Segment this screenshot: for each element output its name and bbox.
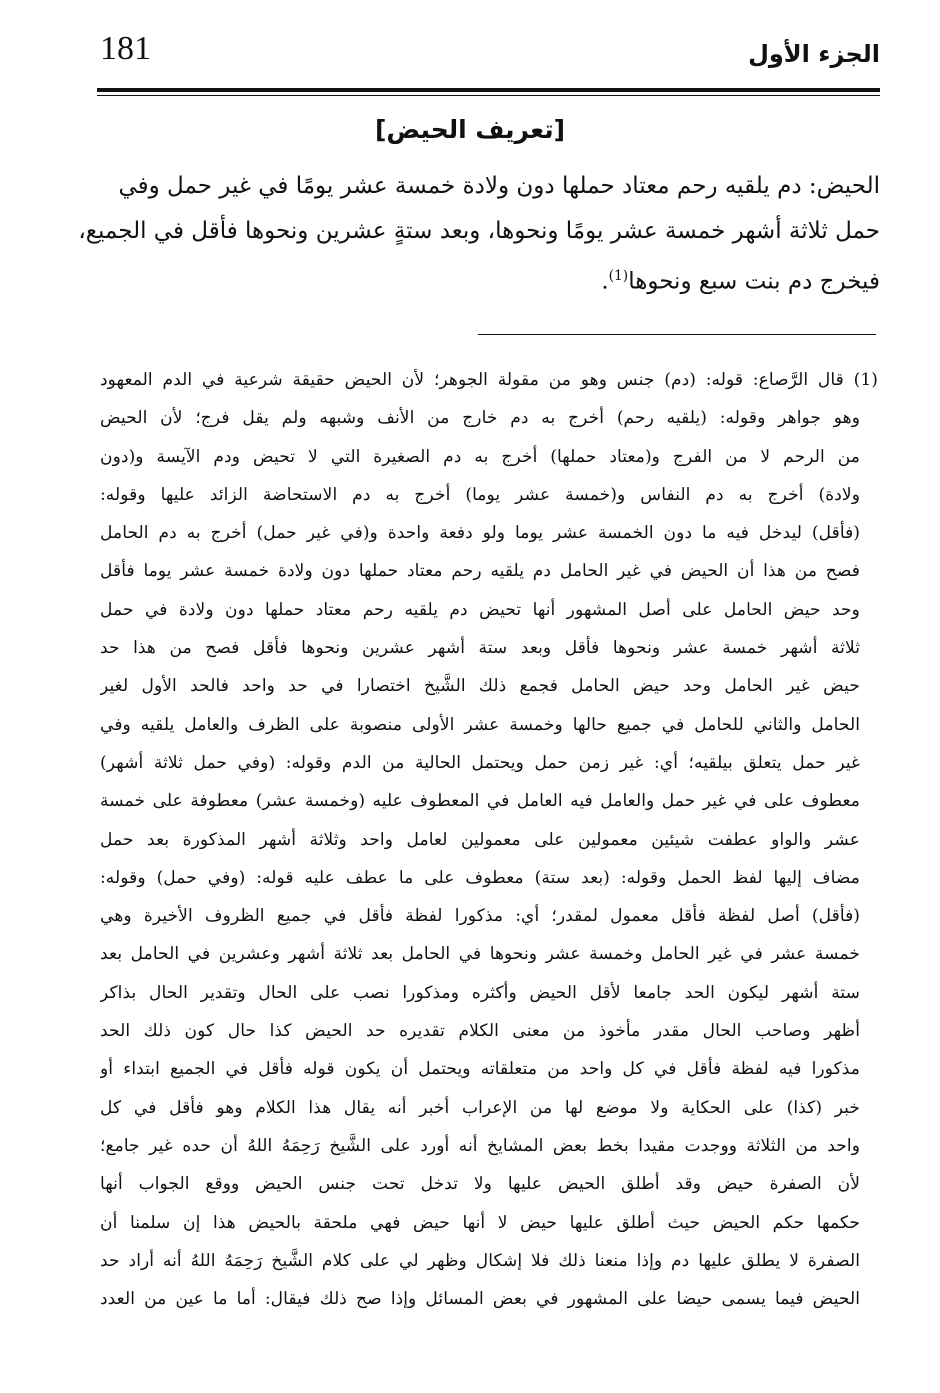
footnote-line: (1) قال الرَّصاع: قوله: (دم) جنس وهو من مقولة الجوهر؛ لأن الحيض حقيقة شرعية في الدم المعهود [100, 370, 878, 390]
footnote-line: مذكورا فيه لفظة فأقل في كل واحد من متعلقاته ويحتمل أن يكون قوله فأقل في الجميع ابتداء أو [100, 1059, 860, 1080]
footnote-line: وحد حيض الحامل على أصل المشهور أنها تحيض دم يلقيه رحم معتاد حملها دون ولادة في حمل [100, 599, 860, 620]
footnote-line: حكمها حكم الحيض حيث أطلق عليها حيض لا أنها حيض فهي ملحقة بالحيض هذا إن سلمنا أن [100, 1212, 860, 1233]
footnote-line: ثلاثة أشهر خمسة عشر ونحوها فأقل وبعد ستة أشهر عشرين ونحوها فأقل فصح من هذا حد [100, 638, 860, 659]
footnote-line: الحيض فيما يسمى حيضا على المشهور في بعض المسائل وإذا صح ذلك فيقال: أما ما عين من العدد [100, 1289, 860, 1310]
footnote-line: (فأقل) ليدخل فيه ما دون الخمسة عشر يوما ولو دفعة واحدة و(في غير حمل) أخرج به دم الحامل [100, 523, 860, 544]
footnotes [100, 362, 878, 1319]
page-number: 181 [100, 30, 151, 67]
main-text-line: حمل ثلاثة أشهر خمسة عشر يومًا ونحوها، وبعد ستةٍ عشرين ونحوها فأقل في الجميع، [78, 218, 880, 244]
main-text-line-content: فيخرج دم بنت سبع ونحوها [628, 268, 880, 295]
footnote-line: لأن الصفرة حيض وقد أطلق الحيض عليها ولا تدخل تحت جنس الحيض ووقع الجواب أنها [100, 1174, 860, 1195]
footnote-line: مضاف إليها لفظ الحمل وقوله: (بعد ستة) معطوف على ما عطف عليه قوله: (وفي حمل) وقوله: [100, 867, 860, 888]
footnote-line: من الرحم لا من الفرج و(معتاد حملها) أخرج به دم الصغيرة التي لا تحيض ودم الآيسة و(دون [100, 446, 860, 467]
footnote-line: معطوف على في غير حمل والعامل فيه العامل في المعطوف عليه (وخمسة عشر) معطوفة على خمسة [100, 791, 860, 812]
footnote-line: الحامل والثاني للحامل في جميع حالها وخمسة عشر الأولى منصوبة على الظرف والعامل يلقيه وفي [100, 714, 860, 735]
footnote-line: عشر والواو عطفت شيئين معمولين على معمولين لعامل واحد وثلاثة أشهر المذكورة بعد حمل [100, 829, 860, 850]
footnote-line: حيض غير الحامل وحد حيض الحامل فجمع ذلك الشَّيخ اختصارا في حد واحد فالحد الأول لغير [100, 676, 860, 697]
footnote-line: أظهر وصاحب الحال مقدر مأخوذ من معنى الكلام تقديره حد الحيض كذا حال كون ذلك الحد [100, 1021, 860, 1042]
footnote-reference[interactable]: (1) [608, 268, 629, 284]
footnote-separator [478, 334, 876, 335]
main-text-line: الحيض: دم يلقيه رحم معتاد حملها دون ولادة خمسة عشر يومًا في غير حمل وفي [118, 173, 880, 199]
footnote-line: ستة أشهر ليكون الحد جامعا لأقل الحيض وأكثره ومذكورا نصب على الحال وتقدير الحال بذاكر [100, 982, 860, 1003]
footnote-line: ولادة) أخرج به دم النفاس و(خمسة عشر يوما) أخرج به دم الاستحاضة الزائد عليها وقوله: [100, 484, 860, 505]
main-text-line [150, 256, 880, 301]
header-rule-thin [97, 95, 880, 96]
main-text [78, 166, 880, 301]
footnote-line: الصفرة لا يطلق عليها دم وإذا منعنا ذلك فلا إشكال وظهر لي على كلام الشَّيخ رَحِمَهُ اللهُ أنه أراد حد [100, 1250, 860, 1271]
footnote-line: واحد من الثلاثة ووجدت مقيدا بخط بعض المشايخ أنه أورد على الشَّيخ رَحِمَهُ اللهُ أن حده غير جامع؛ [100, 1135, 860, 1156]
footnote-line: غير حمل يتعلق بيلقيه؛ أي: غير زمن حمل ويحتمل الحالية من الدم وقوله: (وفي حمل ثلاثة أشهر) [100, 752, 860, 773]
header-rule [97, 88, 880, 92]
footnote-line: خمسة عشر في غير الحامل وخمسة عشر ونحوها في الحامل بعد ثلاثة أشهر وعشرين في الحامل بعد [100, 944, 860, 965]
footnote-line: وهو جواهر وقوله: (يلقيه رحم) أخرج به دم خارج من الأنف وشبهه ولم يقل فرج؛ لأن الحيض [100, 408, 860, 429]
footnote-line: فصح من هذا أن الحيض في غير الحامل دم يلقيه رحم معتاد حملها دون ولادة خمسة عشر يوما فأقل [100, 561, 860, 582]
main-text-end: . [601, 268, 609, 295]
footnote-line: (فأقل) أصل لفظة فأقل معمول لمقدر؛ أي: مذكورا لفظة فأقل في جميع الظروف الأخيرة وهي [100, 906, 860, 927]
running-header-part: الجزء الأول [748, 40, 880, 68]
section-title: [تعريف الحيض] [374, 115, 566, 144]
footnote-line: خبر (كذا) على الحكاية ولا موضع لها من الإعراب أخبر أنه يقال هذا الكلام وهو فأقل في كل [100, 1097, 860, 1118]
